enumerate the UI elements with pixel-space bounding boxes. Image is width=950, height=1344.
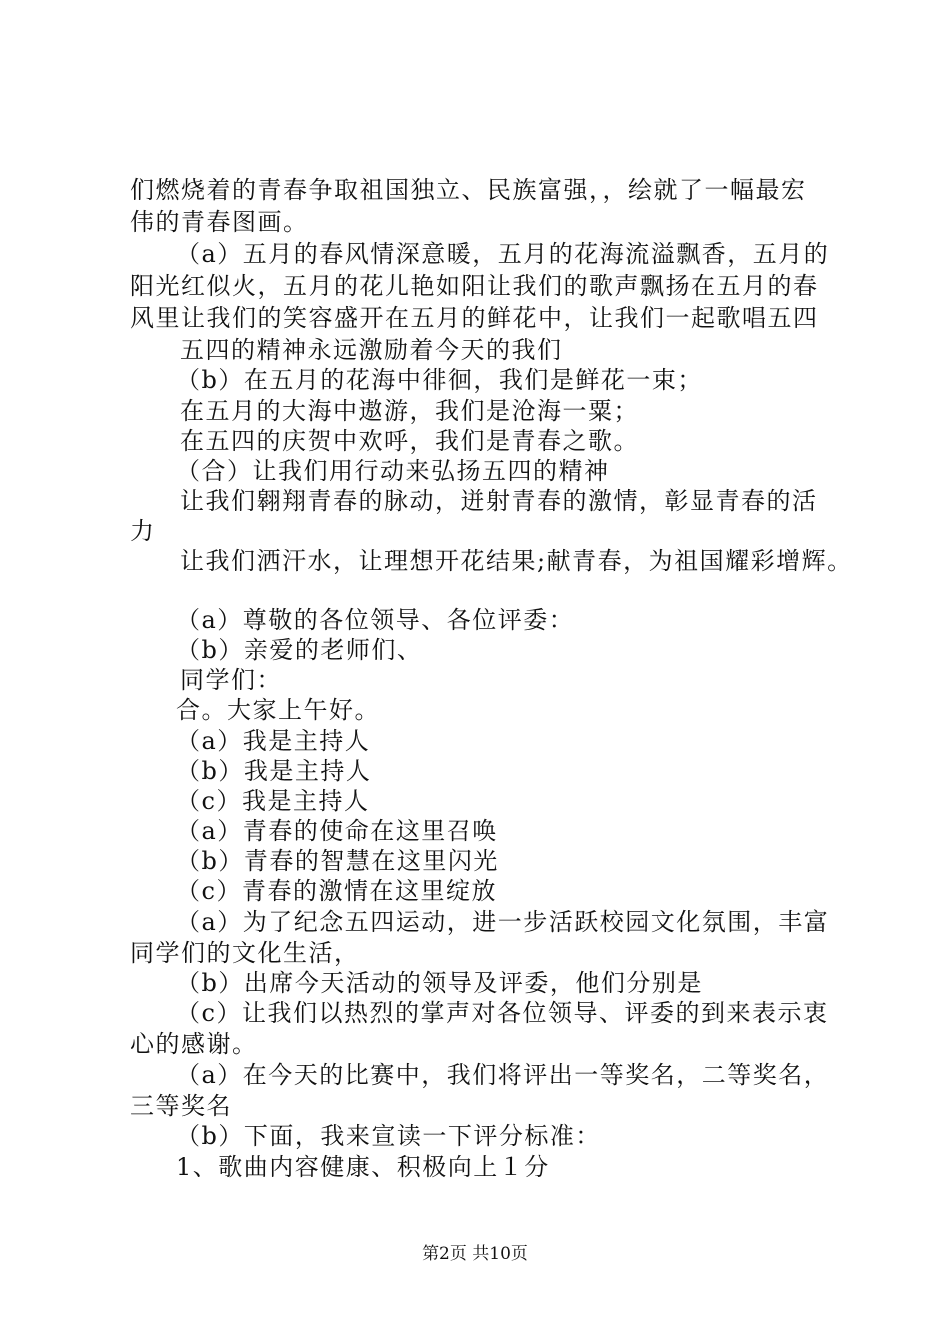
- text-line: （c）让我们以热烈的掌声对各位领导、评委的到来表示衷: [176, 999, 829, 1027]
- text-line: 五四的精神永远激励着今天的我们: [180, 336, 563, 364]
- text-line: （b）下面，我来宣读一下评分标准：: [176, 1122, 601, 1150]
- text-line: （b）我是主持人: [176, 757, 372, 785]
- text-line: （a）在今天的比赛中，我们将评出一等奖名，二等奖名，: [176, 1061, 830, 1089]
- text-line: 让我们翱翔青春的脉动，迸射青春的激情，彰显青春的活: [180, 487, 818, 515]
- text-line: （b）出席今天活动的领导及评委，他们分别是: [176, 969, 703, 997]
- text-line: 让我们洒汗水，让理想开花结果;献青春，为祖国耀彩增辉。: [180, 547, 853, 575]
- text-line: 同学们的文化生活，: [130, 939, 360, 967]
- text-line: （a）尊敬的各位领导、各位评委：: [176, 606, 575, 634]
- text-line: 同学们：: [180, 666, 282, 694]
- text-line: （b）青春的智慧在这里闪光: [176, 847, 499, 875]
- page-number-footer: 第2页 共10页: [422, 1244, 528, 1264]
- text-line: （c）我是主持人: [176, 787, 370, 815]
- text-line: 心的感谢。: [130, 1030, 258, 1058]
- text-line: 力: [130, 517, 156, 545]
- text-line: 阳光红似火，五月的花儿艳如阳让我们的歌声飘扬在五月的春: [130, 272, 819, 300]
- text-line: （a）我是主持人: [176, 727, 371, 755]
- text-line: （a）为了纪念五四运动，进一步活跃校园文化氛围，丰富: [176, 908, 830, 936]
- text-line: 伟的青春图画。: [130, 208, 309, 236]
- text-line: （b）亲爱的老师们、: [176, 636, 423, 664]
- text-line: （c）青春的激情在这里绽放: [176, 877, 497, 905]
- text-line: 三等奖名: [130, 1092, 232, 1120]
- text-line: （a）青春的使命在这里召唤: [176, 817, 498, 845]
- text-line: 在五四的庆贺中欢呼，我们是青春之歌。: [180, 427, 639, 455]
- text-line: （b）在五月的花海中徘徊，我们是鲜花一束；: [176, 366, 703, 394]
- text-line: （a）五月的春风情深意暖，五月的花海流溢飘香，五月的: [176, 240, 830, 268]
- text-line: 合。大家上午好。: [176, 696, 380, 724]
- text-line: 在五月的大海中遨游，我们是沧海一粟；: [180, 397, 639, 425]
- text-line: 风里让我们的笑容盛开在五月的鲜花中，让我们一起歌唱五四: [130, 304, 819, 332]
- text-line: 1、歌曲内容健康、积极向上１分: [176, 1153, 550, 1181]
- text-line: （合）让我们用行动来弘扬五四的精神: [176, 457, 610, 485]
- text-line: 们燃烧着的青春争取祖国独立、民族富强，，绘就了一幅最宏: [130, 176, 807, 204]
